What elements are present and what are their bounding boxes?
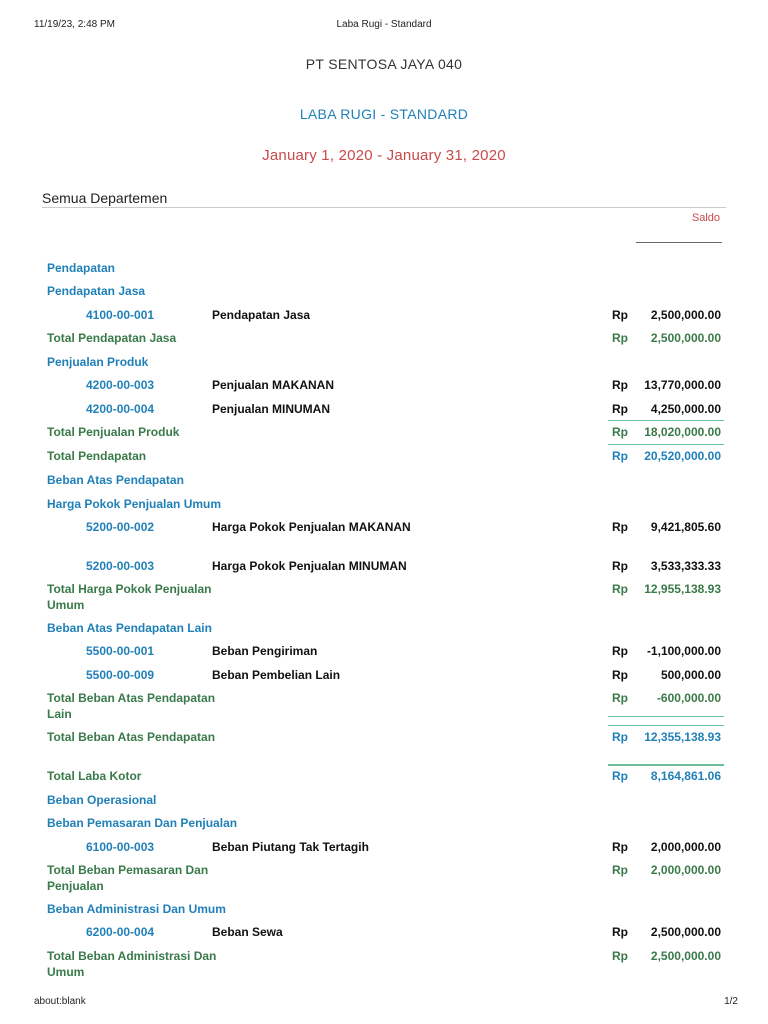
- total-underline: [608, 765, 724, 766]
- account-amount: 13,770,000.00: [644, 378, 721, 392]
- total-underline: [608, 444, 724, 445]
- account-name: Penjualan MAKANAN: [212, 378, 335, 392]
- currency-label: Rp: [612, 449, 628, 463]
- total-label: Total Beban Pemasaran Dan Penjualan: [47, 863, 209, 893]
- print-title: Laba Rugi - Standard: [336, 19, 432, 30]
- currency-label: Rp: [612, 730, 628, 744]
- total-label: Total Pendapatan: [47, 449, 147, 463]
- currency-label: Rp: [612, 644, 628, 658]
- account-amount: 2,500,000.00: [650, 925, 721, 939]
- account-amount: 4,250,000.00: [650, 402, 721, 416]
- total-label: Total Penjualan Produk: [47, 425, 180, 439]
- section-heading: Pendapatan Jasa: [47, 284, 146, 298]
- account-code: 5200-00-002: [86, 520, 155, 534]
- total-amount: 18,020,000.00: [644, 425, 721, 439]
- total-label: Total Beban Atas Pendapatan Lain: [47, 691, 216, 721]
- total-amount: 12,955,138.93: [644, 582, 721, 596]
- currency-label: Rp: [612, 668, 628, 682]
- account-name: Harga Pokok Penjualan MAKANAN: [212, 520, 411, 534]
- account-amount: 2,500,000.00: [650, 308, 721, 322]
- print-url: about:blank: [34, 996, 86, 1007]
- account-code: 6200-00-004: [86, 925, 155, 939]
- account-code: 5500-00-001: [86, 644, 155, 658]
- currency-label: Rp: [612, 308, 628, 322]
- currency-label: Rp: [612, 925, 628, 939]
- total-amount: 2,000,000.00: [650, 863, 721, 877]
- section-heading: Beban Administrasi Dan Umum: [47, 902, 226, 916]
- total-underline: [608, 725, 724, 726]
- report-title: LABA RUGI - STANDARD: [299, 106, 469, 122]
- total-label: Total Beban Atas Pendapatan: [47, 730, 216, 744]
- print-header: [0, 19, 768, 33]
- section-heading: Beban Pemasaran Dan Penjualan: [47, 816, 238, 830]
- section-heading: Pendapatan: [47, 261, 116, 275]
- currency-label: Rp: [612, 582, 628, 596]
- account-code: 5200-00-003: [86, 559, 155, 573]
- total-amount: -600,000.00: [656, 691, 721, 705]
- account-amount: 500,000.00: [660, 668, 721, 682]
- company-name: PT SENTOSA JAYA 040: [305, 56, 463, 72]
- account-name: Harga Pokok Penjualan MINUMAN: [212, 559, 407, 573]
- section-heading: Beban Atas Pendapatan Lain: [47, 621, 212, 635]
- saldo-column-header: Saldo: [691, 212, 720, 224]
- account-code: 4100-00-001: [86, 308, 155, 322]
- account-amount: 2,000,000.00: [650, 840, 721, 854]
- total-underline: [608, 716, 724, 717]
- account-name: Beban Piutang Tak Tertagih: [212, 840, 369, 854]
- section-heading: Beban Operasional: [47, 793, 157, 807]
- section-heading: Penjualan Produk: [47, 355, 149, 369]
- currency-label: Rp: [612, 691, 628, 705]
- total-underline: [608, 420, 724, 421]
- total-amount: 12,355,138.93: [644, 730, 721, 744]
- currency-label: Rp: [612, 425, 628, 439]
- total-label: Total Beban Administrasi Dan Umum: [47, 949, 217, 979]
- report-period: January 1, 2020 - January 31, 2020: [262, 147, 506, 164]
- total-underline: [608, 764, 724, 765]
- section-heading: Harga Pokok Penjualan Umum: [47, 497, 222, 511]
- total-amount: 2,500,000.00: [650, 949, 721, 963]
- total-amount: 8,164,861.06: [650, 769, 721, 783]
- account-name: Beban Pembelian Lain: [212, 668, 341, 682]
- print-footer: [0, 996, 768, 1010]
- department-label: Semua Departemen: [42, 190, 168, 206]
- account-amount: 3,533,333.33: [650, 559, 721, 573]
- currency-label: Rp: [612, 378, 628, 392]
- section-heading: Beban Atas Pendapatan: [47, 473, 184, 487]
- currency-label: Rp: [612, 520, 628, 534]
- account-code: 6100-00-003: [86, 840, 155, 854]
- account-name: Penjualan MINUMAN: [212, 402, 331, 416]
- currency-label: Rp: [612, 840, 628, 854]
- account-code: 4200-00-004: [86, 402, 155, 416]
- currency-label: Rp: [612, 559, 628, 573]
- total-label: Total Laba Kotor: [47, 769, 142, 783]
- account-name: Beban Pengiriman: [212, 644, 318, 658]
- currency-label: Rp: [612, 402, 628, 416]
- print-timestamp: 11/19/23, 2:48 PM: [34, 19, 115, 30]
- currency-label: Rp: [612, 331, 628, 345]
- total-label: Total Pendapatan Jasa: [47, 331, 177, 345]
- account-code: 5500-00-009: [86, 668, 155, 682]
- total-amount: 20,520,000.00: [644, 449, 721, 463]
- department-divider: [42, 207, 726, 208]
- total-amount: 2,500,000.00: [650, 331, 721, 345]
- account-name: Beban Sewa: [212, 925, 283, 939]
- currency-label: Rp: [612, 949, 628, 963]
- account-code: 4200-00-003: [86, 378, 155, 392]
- saldo-header-underline: [636, 242, 722, 243]
- account-name: Pendapatan Jasa: [212, 308, 311, 322]
- currency-label: Rp: [612, 863, 628, 877]
- currency-label: Rp: [612, 769, 628, 783]
- account-amount: -1,100,000.00: [646, 644, 721, 658]
- account-amount: 9,421,805.60: [650, 520, 721, 534]
- total-label: Total Harga Pokok Penjualan Umum: [47, 582, 212, 612]
- print-page-number: 1/2: [724, 996, 738, 1007]
